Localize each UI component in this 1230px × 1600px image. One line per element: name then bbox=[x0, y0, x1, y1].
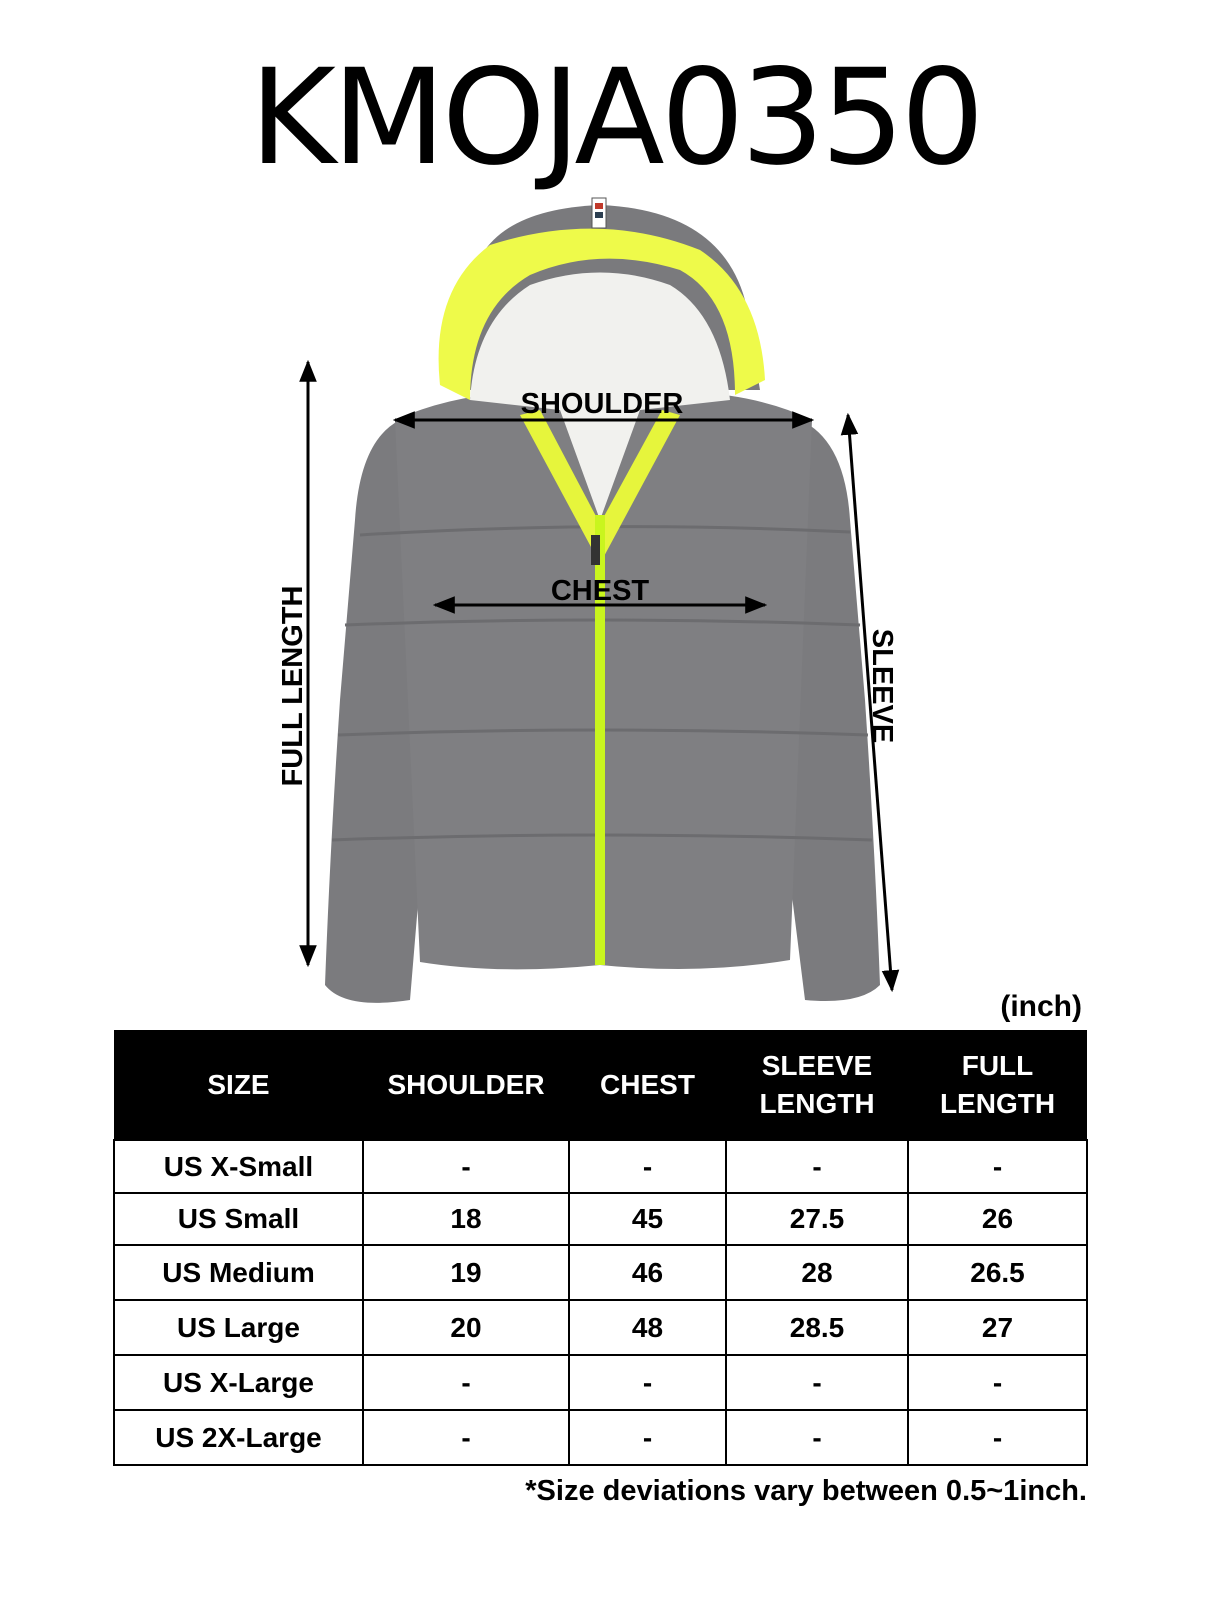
table-row bbox=[114, 1140, 1087, 1193]
size-cell: US Medium bbox=[114, 1245, 363, 1300]
full-length-label: FULL LENGTH bbox=[277, 585, 309, 787]
sleeve-length-cell: 28 bbox=[726, 1245, 908, 1300]
size-cell: US Small bbox=[114, 1193, 363, 1245]
sleeve-label: SLEEVE bbox=[866, 628, 898, 744]
shoulder-cell: 20 bbox=[363, 1300, 569, 1355]
product-code-title: KMOJA0350 bbox=[249, 41, 981, 195]
unit-label: (inch) bbox=[1000, 990, 1082, 1023]
table-row bbox=[114, 1300, 1087, 1355]
chest-cell: - bbox=[569, 1410, 726, 1465]
chest-cell: 48 bbox=[569, 1300, 726, 1355]
header-sleeve-length: SLEEVE LENGTH bbox=[726, 1030, 908, 1140]
sleeve-length-cell: - bbox=[726, 1410, 908, 1465]
chest-cell: 46 bbox=[569, 1245, 726, 1300]
shoulder-label: SHOULDER bbox=[520, 388, 684, 420]
shoulder-cell: - bbox=[363, 1140, 569, 1193]
shoulder-cell: - bbox=[363, 1355, 569, 1410]
table-row bbox=[114, 1355, 1087, 1410]
header-full-length: FULL LENGTH bbox=[908, 1030, 1087, 1140]
size-chart-table bbox=[113, 1030, 1088, 1466]
table-header-row bbox=[114, 1030, 1087, 1140]
full-length-cell: 26.5 bbox=[908, 1245, 1087, 1300]
header-chest: CHEST bbox=[569, 1030, 726, 1140]
table-row bbox=[114, 1193, 1087, 1245]
table-row bbox=[114, 1410, 1087, 1465]
sleeve-length-cell: 27.5 bbox=[726, 1193, 908, 1245]
sleeve-length-cell: 28.5 bbox=[726, 1300, 908, 1355]
shoulder-cell: - bbox=[363, 1410, 569, 1465]
chest-cell: - bbox=[569, 1355, 726, 1410]
header-shoulder: SHOULDER bbox=[363, 1030, 569, 1140]
header-size: SIZE bbox=[114, 1030, 363, 1140]
full-length-cell: - bbox=[908, 1140, 1087, 1193]
shoulder-cell: 18 bbox=[363, 1193, 569, 1245]
chest-label: CHEST bbox=[550, 575, 650, 607]
size-deviation-note: *Size deviations vary between 0.5~1inch. bbox=[525, 1475, 1087, 1507]
table-row bbox=[114, 1245, 1087, 1300]
full-length-cell: 26 bbox=[908, 1193, 1087, 1245]
size-cell: US Large bbox=[114, 1300, 363, 1355]
size-cell: US X-Large bbox=[114, 1355, 363, 1410]
sleeve-length-cell: - bbox=[726, 1140, 908, 1193]
full-length-cell: - bbox=[908, 1355, 1087, 1410]
size-cell: US 2X-Large bbox=[114, 1410, 363, 1465]
chest-cell: 45 bbox=[569, 1193, 726, 1245]
chest-cell: - bbox=[569, 1140, 726, 1193]
size-cell: US X-Small bbox=[114, 1140, 363, 1193]
full-length-cell: - bbox=[908, 1410, 1087, 1465]
shoulder-cell: 19 bbox=[363, 1245, 569, 1300]
full-length-cell: 27 bbox=[908, 1300, 1087, 1355]
sleeve-length-cell: - bbox=[726, 1355, 908, 1410]
